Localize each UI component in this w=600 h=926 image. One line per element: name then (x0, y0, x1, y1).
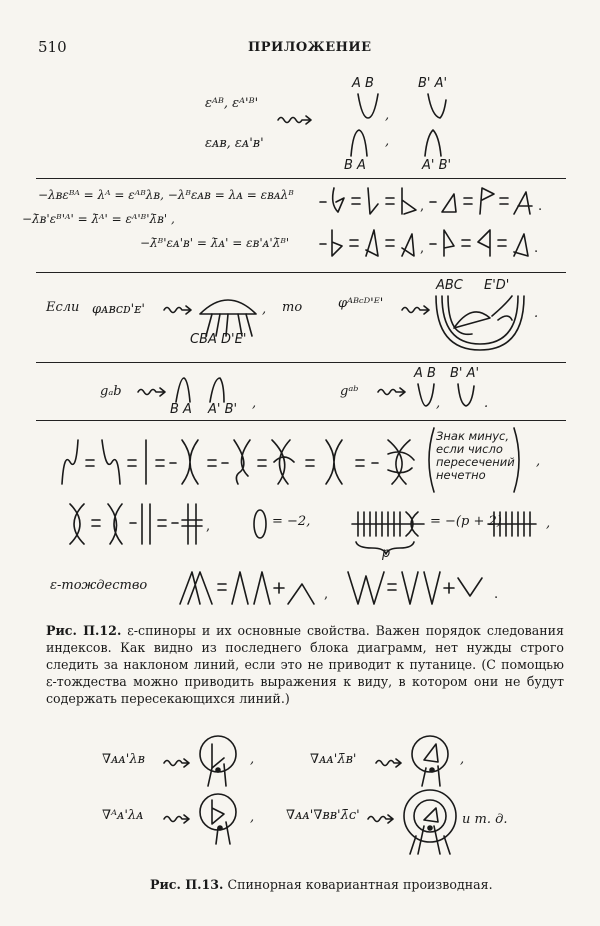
comma: , (460, 752, 465, 767)
g-upper-labels-1: A B (414, 366, 436, 381)
crossing-identity-diagrams (58, 432, 428, 492)
wavy-arrow-icon (374, 756, 408, 770)
eps-identity-diagrams (178, 568, 518, 608)
wavy-arrow-icon (366, 812, 400, 826)
g-lower-labels-2: A' B' (208, 402, 238, 417)
page-number: 510 (38, 38, 67, 56)
comma: , (252, 396, 257, 411)
caption-label: Рис. П.13. (150, 877, 224, 892)
p-rhs: = −(p + 2) (430, 514, 502, 529)
period: . (534, 306, 539, 321)
eps-identity-label: ε-тождество (50, 578, 148, 593)
caption-text: Спинорная ковариантная производная. (227, 877, 493, 892)
eps-lower-index-labels: B A (344, 158, 366, 173)
caption-label: Рис. П.12. (46, 623, 122, 638)
ladder-diagram-rhs (486, 508, 546, 538)
svg-text:,: , (206, 519, 211, 534)
eps-lower-formula: εᴀʙ, εᴀ'ʙ' (205, 136, 264, 151)
raise-lower-diagrams-row-1 (318, 184, 548, 220)
caption-text: ε-спиноры и их основные свойства. Важен порядок следования индексов. Как видно из последнего блока диаграмм, нет нужды строго следить за наклоном линий, если это не приводит к путанице. (С помощью ε-тождества можно приводить выражения к виду, в котором они не будут содержать пересекающихся линий.) (46, 623, 564, 706)
phi-upper-labels-right: E'D' (484, 278, 510, 293)
eps-upper-index-labels: A B (352, 76, 374, 91)
if-word: Если (46, 300, 80, 315)
eps-lower-primed-labels: A' B' (422, 158, 452, 173)
nabla-diagram-4 (400, 786, 460, 856)
comma: , (250, 810, 255, 825)
divider (36, 362, 566, 363)
nabla-diagram-1 (196, 732, 242, 788)
nabla-formula-2: ∇ᴀᴀ'λ̄ʙ' (310, 752, 357, 767)
nabla-formula-1: ∇ᴀᴀ'λʙ (102, 752, 145, 767)
phi-upper-formula: φᴬᴮᶜᴰ'ᴱ' (338, 296, 384, 311)
g-upper-formula: gᵃᵇ (340, 384, 359, 399)
figure-caption-p12 (46, 622, 564, 707)
nabla-formula-4: ∇ᴀᴀ'∇ʙʙ'λ̄ᴄ' (286, 808, 360, 823)
wavy-arrow-icon (136, 384, 172, 400)
svg-text:,: , (420, 241, 425, 256)
loop-identity-diagrams (66, 500, 296, 550)
svg-text:.: . (534, 241, 539, 256)
g-lower-labels-1: B A (170, 402, 192, 417)
sign-note-line-2: если число (436, 442, 503, 456)
comma: , (385, 108, 390, 123)
svg-text:,: , (324, 587, 329, 602)
comma: , (536, 454, 541, 469)
comma: , (546, 516, 551, 531)
sign-note-line-1: Знак минус, (436, 429, 509, 443)
p-label: p (382, 546, 391, 561)
comma: , (436, 396, 441, 411)
then-word: то (282, 300, 303, 315)
divider (36, 178, 566, 179)
phi-upper-nested-diagram (432, 294, 528, 354)
running-title: ПРИЛОЖЕНИЕ (248, 40, 372, 55)
raise-lower-line-3: −λ̄ᴮ'εᴀ'ʙ' = λ̄ᴀ' = εʙ'ᴀ'λ̄ᴮ' (140, 236, 290, 250)
g-lower-formula: gₐb (100, 384, 122, 399)
sign-note-line-4: нечетно (436, 468, 486, 482)
nabla-diagram-3 (196, 790, 242, 846)
raise-lower-diagrams-row-2 (318, 226, 548, 262)
eps-upper-primed-labels: B' A' (418, 76, 448, 91)
divider (36, 272, 566, 273)
g-upper-cap-diagrams (414, 382, 484, 410)
wavy-arrow-icon (162, 756, 196, 770)
phi-lower-formula: φᴀʙᴄᴅ'ᴇ' (92, 302, 145, 317)
wavy-arrow-icon (276, 112, 316, 128)
wavy-arrow-icon (162, 302, 198, 318)
svg-text:,: , (420, 199, 425, 214)
raise-lower-line-2: −λ̄ʙ'εᴮ'ᴬ' = λ̄ᴬ' = εᴬ'ᴮ'λ̄ʙ' , (22, 212, 175, 226)
nabla-diagram-2 (408, 732, 454, 788)
phi-lower-labels: CBA D'E' (190, 332, 247, 347)
minus-two: = −2, (272, 514, 311, 529)
comma: , (250, 752, 255, 767)
eps-lower-cup-diagrams (345, 128, 475, 158)
period: . (484, 396, 489, 411)
comma: , (385, 134, 390, 149)
wavy-arrow-icon (376, 384, 412, 400)
figure-caption-p13 (150, 876, 570, 893)
raise-lower-line-1: −λʙεᴮᴬ = λᴬ = εᴬᴮλʙ, −λᴮεᴀʙ = λᴀ = εʙᴀλᴮ (38, 188, 294, 202)
divider (36, 420, 566, 421)
g-upper-labels-2: B' A' (450, 366, 480, 381)
phi-upper-labels-left: ABC (436, 278, 463, 293)
sign-note-line-3: пересечений (436, 455, 515, 469)
wavy-arrow-icon (400, 302, 436, 318)
nabla-formula-3: ∇ᴬᴀ'λᴀ (102, 808, 144, 823)
svg-text:.: . (494, 587, 499, 602)
svg-text:.: . (538, 199, 543, 214)
eps-upper-formula: εᴬᴮ, εᴬ'ᴮ' (205, 96, 259, 111)
eps-upper-cap-diagrams (350, 92, 480, 122)
etc-text: и т. д. (462, 812, 508, 827)
comma: , (262, 302, 267, 317)
wavy-arrow-icon (162, 812, 196, 826)
g-lower-cup-diagrams (172, 374, 236, 404)
